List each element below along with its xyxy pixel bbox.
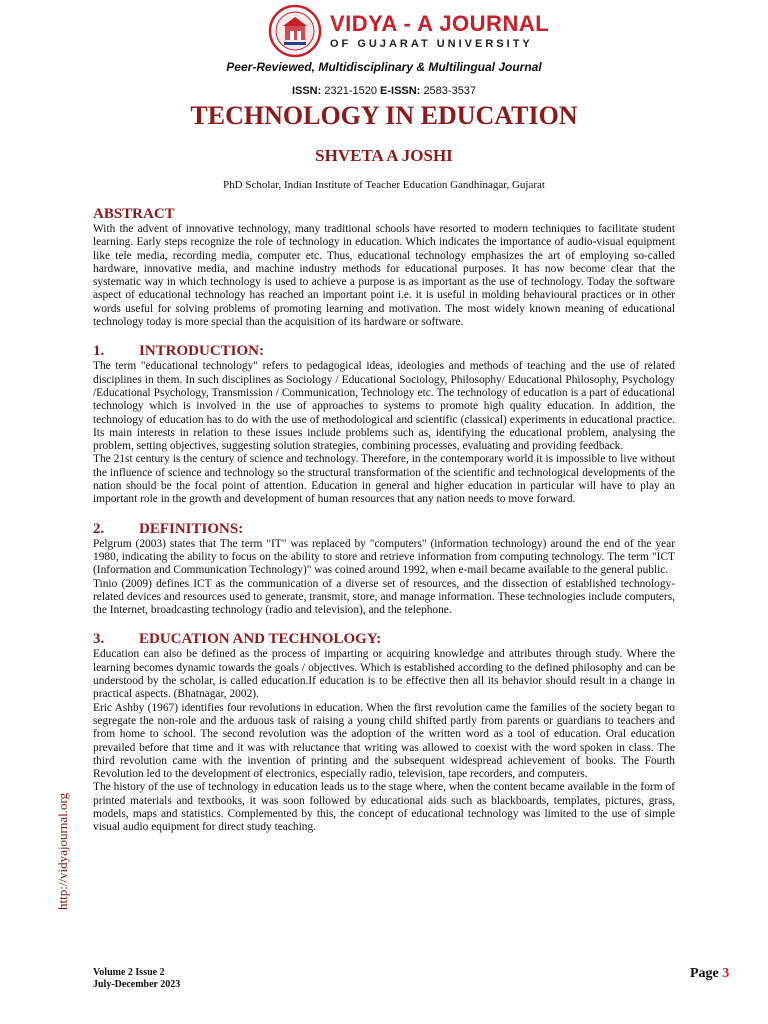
section-title: EDUCATION AND TECHNOLOGY: (139, 631, 382, 648)
section-number: 1. (93, 343, 105, 360)
author-affiliation: PhD Scholar, Indian Institute of Teacher Education Gandhinagar, Gujarat (223, 179, 545, 191)
paragraph: Tinio (2009) defines ICT as the communication of a diverse set of resources, and the dissection of established technology-related devices and resources used to generate, transmit, store, and manage information. These technologies include computers, the Internet, broadcasting technology (radio and television), and the telephone. (93, 577, 675, 617)
section-heading-education-technology (93, 630, 675, 648)
section-number: 3. (93, 631, 105, 648)
section-title: INTRODUCTION: (139, 343, 265, 360)
brand-subtitle: OF GUJARAT UNIVERSITY (330, 38, 533, 50)
page-label: Page (690, 966, 719, 981)
brand-title: VIDYA - A JOURNAL (330, 11, 550, 36)
issn-line (0, 85, 768, 97)
journal-website-link[interactable]: http://vidyajournal.org (55, 792, 70, 910)
issue-period: July-December 2023 (93, 979, 181, 990)
issn-label: ISSN: (291, 85, 322, 97)
paragraph: The term "educational technology" refers to pedagogical ideas, ideologies and methods of teaching and the use of related disciplines in them. In such disciplines as Sociology / Educational Sociology, Philosophy/ Educational Philosophy, Psychology /Educational Psychology, Transmission / Communication, Technology etc. The technology of education is a part of educational technology which is involved in the use of approaches to systems to promote high quality education. In addition, the technology of education has to do with the use of methodological and scientific (classical) experiments in educational practice. Its main interests in relation to these issues include problems such as, identifying the educational problem, analysing the problem, setting objectives, suggesting solution strategies, combining processes, evaluating and providing feedback. (93, 360, 675, 453)
paragraph: Eric Ashby (1967) identifies four revolutions in education. When the first revolution came the families of the society began to segregate the non-role and the arduous task of raising a young child shifted partly from parents or guardians to teachers and from home to school. The second revolution was the adoption of the written word as a tool of education. Oral education prevailed before that time and it was with reluctance that writing was allowed to coexist with the word spoken in class. The third revolution came with the invention of printing and the subsequent widespread achievement of books. The Fourth Revolution led to the development of electronics, especially radio, television, tape recorders, and computers. (93, 701, 675, 781)
university-seal-icon (268, 4, 322, 58)
journal-tagline: Peer-Reviewed, Multidisciplinary & Multilingual Journal (226, 60, 542, 74)
issue-info (93, 967, 180, 991)
paper-author: SHVETA A JOSHI (315, 146, 453, 165)
paragraph: The history of the use of technology in education leads us to the stage where, when the content became available in the form of printed materials and textbooks, it was soon followed by educational aids such as blackboards, templates, pictures, grass, models, maps and statistics. Complemented by this, the concept of educational technology was limited to the use of simple visual audio equipment for direct study teaching. (93, 781, 675, 834)
section-heading-introduction (93, 342, 675, 360)
paragraph: Education can also be defined as the process of imparting or acquiring knowledge and attributes through study. Where the learning becomes dynamic towards the goals / objectives. Which is established according to the defined philosophy and can be understood by the scholar, is called education.If education is to be effective then all its behavior should result in a change in practical aspects. (Bhatnagar, 2002). (93, 648, 675, 701)
page-number-value: 3 (722, 966, 730, 981)
section-heading-definitions (93, 520, 675, 538)
paper-title: TECHNOLOGY IN EDUCATION (190, 101, 578, 130)
section-number: 2. (93, 520, 105, 537)
paper-body (93, 205, 675, 835)
volume-issue: Volume 2 Issue 2 (93, 967, 165, 978)
journal-brand (330, 12, 549, 51)
journal-header (0, 4, 768, 58)
eissn-value: 2583-3537 (423, 85, 477, 97)
section-title: DEFINITIONS: (139, 520, 244, 537)
paragraph: The 21st century is the century of science and technology. Therefore, in the contemporary world it is impossible to live without the influence of science and technology so the structural transformation of the scientific and technological developments of the nation should be the focal point of attention. Education in general and higher education in particular will have to play an important role in the growth and development of human resources that any nation needs to move forward. (93, 453, 675, 506)
abstract-heading: ABSTRACT (93, 206, 175, 222)
issn-value: 2321-1520 (324, 85, 377, 97)
abstract-text: With the advent of innovative technology, many traditional schools have resorted to modern techniques to facilitate student learning. Early steps recognize the role of technology in education. Which indicates the importance of audio-visual equipment like tele media, recording media, computer etc. Thus, educational technology emphasizes the art of employing so-called hardware, innovative media, and machine industry methods for educational purposes. It has now become clear that the systematic way in which technology is used to achieve a purpose is as important as the use of technology. Today the software aspect of educational technology has reached an important point i.e. it is useful in molding behavioural practices or in other words useful for solving problems of promoting learning and motivation. The most widely known meaning of educational technology today is more special than the acquisition of its hardware or software. (93, 223, 675, 329)
page-number (690, 966, 729, 982)
eissn-label: E-ISSN: (380, 85, 421, 97)
paragraph: Pelgrum (2003) states that The term "IT" was replaced by "computers" (information technology) around the end of the year 1980, indicating the ability to focus on the ability to store and retrieve information from computing technology. The term "ICT (Information and Communication Technology)" was coined around 1992, when e-mail became available to the general public. (93, 537, 675, 577)
